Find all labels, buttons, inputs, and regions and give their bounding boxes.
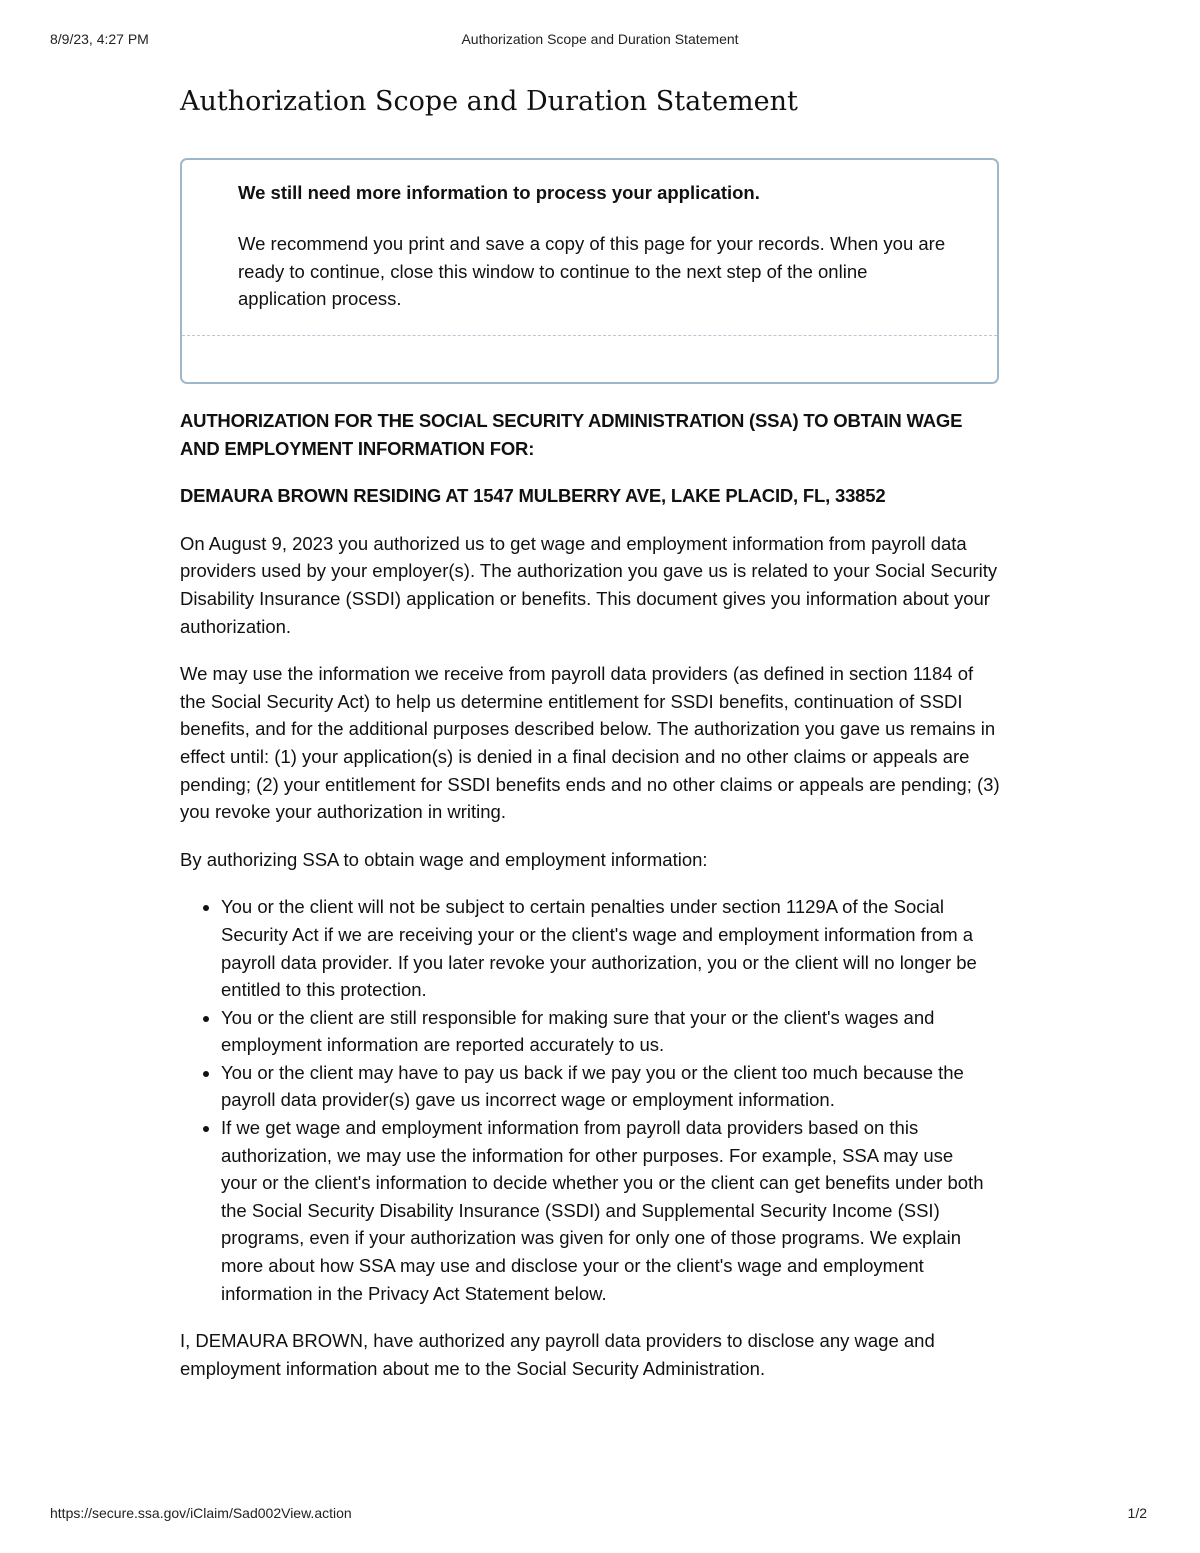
authorization-content	[180, 407, 1004, 1402]
authorization-paragraph-date: On August 9, 2023 you authorized us to get wage and employment information from payroll data providers used by your employer(s). The authorization you gave us is related to your Social Security Disability Insurance (SSDI) application or benefits. This document gives you information about your authorization.	[180, 532, 998, 637]
notice-content	[238, 181, 958, 313]
page-title: Authorization Scope and Duration Statement	[180, 86, 798, 117]
notice-divider	[182, 335, 997, 336]
authorization-heading: AUTHORIZATION FOR THE SOCIAL SECURITY ADMINISTRATION (SSA) TO OBTAIN WAGE AND EMPLOYMENT INFORMATION FOR:	[180, 410, 963, 459]
list-item: • You or the client may have to pay us back if we pay you or the client too much because the payroll data provider(s) gave us incorrect wage or employment information.	[221, 1059, 1004, 1114]
print-header-datetime: 8/9/23, 4:27 PM	[50, 31, 149, 47]
notice-heading: We still need more information to process your application.	[238, 182, 760, 203]
print-footer-page-number: 1/2	[1127, 1505, 1147, 1521]
list-item: • You or the client are still responsible for making sure that your or the client's wages and employment information are reported accurately to us.	[221, 1004, 1004, 1059]
authorization-paragraph-duration: We may use the information we receive from payroll data providers (as defined in section 1184 of the Social Security Act) to help us determine entitlement for SSDI benefits, continuation of SSDI benefits, and for the additional purposes described below. The authorization you gave us remains in effect until: (1) your application(s) is denied in a final decision and no other claims or appeals are pending; (2) your entitlement for SSDI benefits ends and no other claims or appeals are pending; (3) you revoke your authorization in writing.	[180, 663, 1000, 823]
list-item: • You or the client will not be subject to certain penalties under section 1129A of the Social Security Act if we are receiving your or the client's wage and employment information from a payroll data provider. If you later revoke your authorization, you or the client will no longer be entitled to this protection.	[221, 893, 1004, 1003]
authorization-closing-statement: I, DEMAURA BROWN, have authorized any payroll data providers to disclose any wage and employment information about me to the Social Security Administration.	[180, 1330, 935, 1379]
authorization-effects-list	[180, 893, 1004, 1307]
authorized-person-line: DEMAURA BROWN RESIDING AT 1547 MULBERRY AVE, LAKE PLACID, FL, 33852	[180, 485, 886, 507]
print-header-title: Authorization Scope and Duration Statement	[461, 31, 739, 47]
print-footer-url: https://secure.ssa.gov/iClaim/Sad002View.action	[50, 1505, 352, 1521]
notice-box	[180, 158, 999, 384]
list-item: • If we get wage and employment information from payroll data providers based on this authorization, we may use the information for other purposes. For example, SSA may use your or the client's information to decide whether you or the client can get benefits under both the Social Security Disability Insurance (SSDI) and Supplemental Security Income (SSI) programs, even if your authorization was given for only one of those programs. We explain more about how SSA may use and disclose your or the client's wage and employment information in the Privacy Act Statement below.	[221, 1114, 1004, 1307]
authorization-list-intro: By authorizing SSA to obtain wage and employment information:	[180, 848, 708, 870]
notice-text: We recommend you print and save a copy of this page for your records. When you are ready to continue, close this window to continue to the next step of the online application process.	[238, 233, 946, 309]
